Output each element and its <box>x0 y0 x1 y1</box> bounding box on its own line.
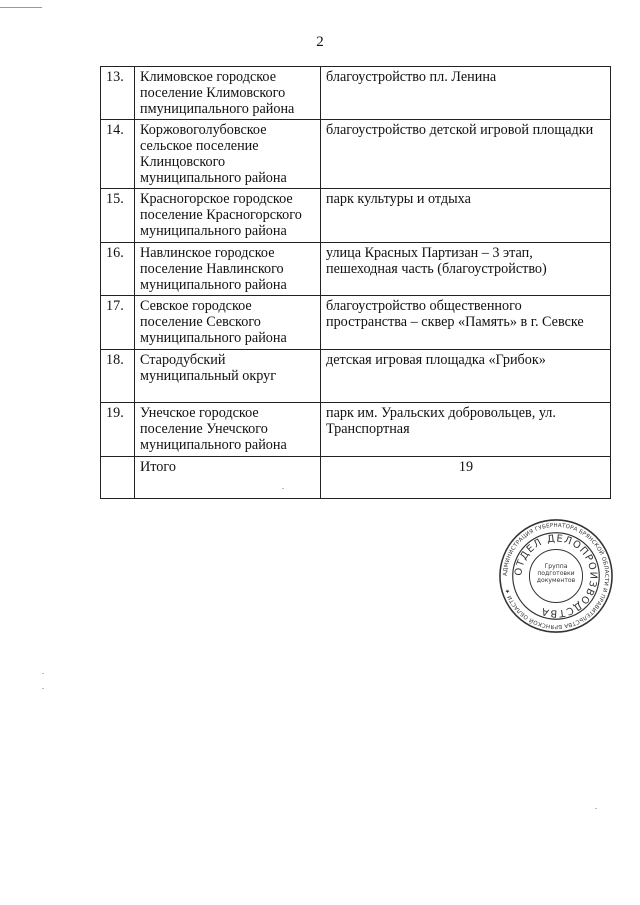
table-row <box>101 120 611 189</box>
row-number: 19. <box>101 403 135 457</box>
municipality-cell: Коржовоголубовское сельское поселение Клинцовского муниципального района <box>135 120 321 189</box>
scan-speck <box>282 488 284 489</box>
total-empty-cell <box>101 457 135 499</box>
scan-speck <box>42 688 44 689</box>
municipality-cell: Стародубский муниципальный округ <box>135 350 321 403</box>
municipalities-table <box>100 66 611 499</box>
stamp-center-text: Группа подготовки документов <box>536 563 576 584</box>
municipality-cell: Севское городское поселение Севского муниципального района <box>135 296 321 350</box>
object-cell: благоустройство детской игровой площадки <box>321 120 611 189</box>
row-number: 13. <box>101 67 135 120</box>
office-stamp <box>497 517 615 635</box>
table-row <box>101 350 611 403</box>
scan-speck <box>42 673 44 674</box>
row-number: 18. <box>101 350 135 403</box>
table-row <box>101 403 611 457</box>
stamp-inner-text: ОТДЕЛ ДЕЛОПРОИЗВОДСТВА <box>513 533 599 619</box>
object-cell: парк культуры и отдыха <box>321 189 611 243</box>
row-number: 16. <box>101 243 135 296</box>
table-row <box>101 243 611 296</box>
scan-speck <box>595 808 597 809</box>
table-row <box>101 189 611 243</box>
municipality-cell: Унечское городское поселение Унечского муниципального района <box>135 403 321 457</box>
object-cell: детская игровая площадка «Грибок» <box>321 350 611 403</box>
total-row <box>101 457 611 499</box>
scan-corner-mark <box>0 7 42 8</box>
table-row <box>101 296 611 350</box>
municipality-cell: Климовское городское поселение Климовского пмуниципального района <box>135 67 321 120</box>
page-number: 2 <box>316 34 324 50</box>
object-cell: благоустройство общественного пространства – сквер «Память» в г. Севске <box>321 296 611 350</box>
row-number: 14. <box>101 120 135 189</box>
municipality-cell: Навлинское городское поселение Навлинского муниципального района <box>135 243 321 296</box>
object-cell: благоустройство пл. Ленина <box>321 67 611 120</box>
object-cell: парк им. Уральских добровольцев, ул. Транспортная <box>321 403 611 457</box>
municipality-cell: Красногорское городское поселение Красногорского муниципального района <box>135 189 321 243</box>
row-number: 15. <box>101 189 135 243</box>
object-cell: улица Красных Партизан – 3 этап, пешеходная часть (благоустройство) <box>321 243 611 296</box>
table-row <box>101 67 611 120</box>
total-label: Итого <box>135 457 321 499</box>
total-value: 19 <box>321 457 611 499</box>
row-number: 17. <box>101 296 135 350</box>
stamp-outer-text: АДМИНИСТРАЦИЯ ГУБЕРНАТОРА БРЯНСКОЙ ОБЛАСТИ И ПРАВИТЕЛЬСТВА БРЯНСКОЙ ОБЛАСТИ ★ <box>502 522 610 630</box>
